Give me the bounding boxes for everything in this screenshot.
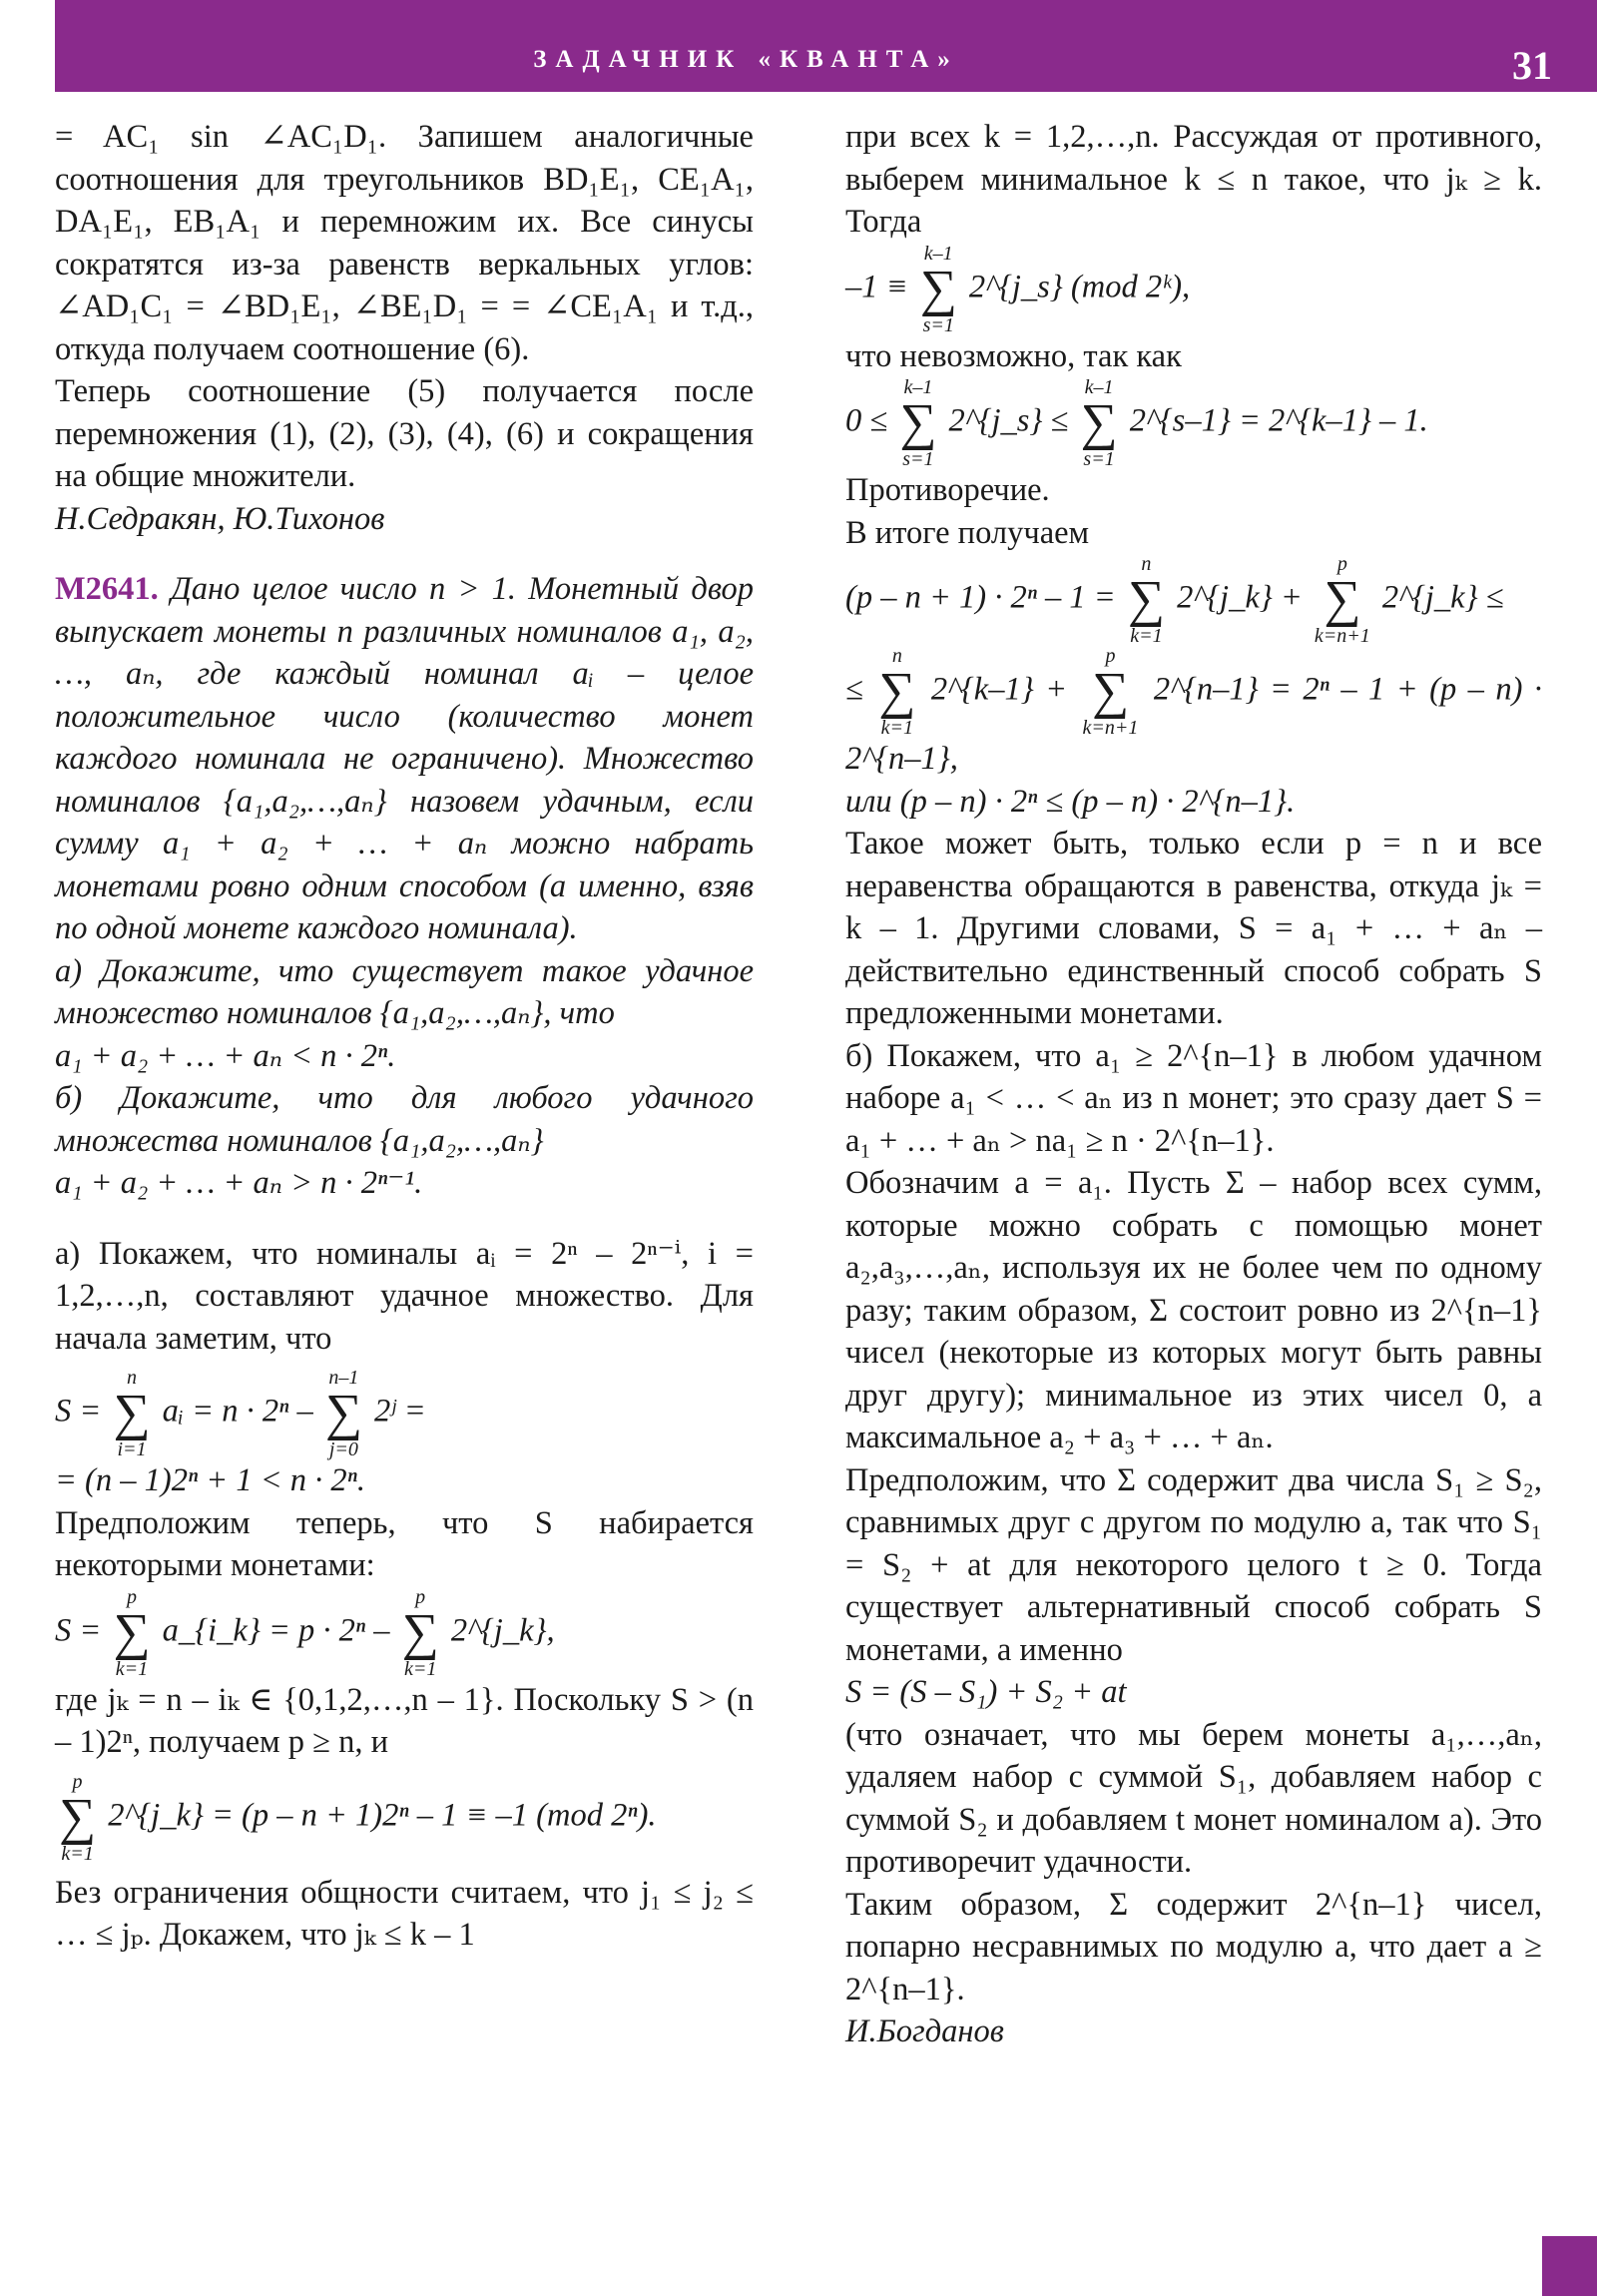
formula: [55, 1772, 754, 1864]
sum-symbol: [113, 1368, 150, 1459]
formula-part: (p – n + 1) · 2ⁿ – 1 =: [845, 579, 1116, 616]
formula: = (n – 1)2ⁿ + 1 < n · 2ⁿ.: [55, 1462, 366, 1498]
paragraph: Такое может быть, только если p = n и все неравенства обращаются в равенства, откуда jₖ = k – 1. Другими словами, S = a₁ + … + aₙ – действительно единственный способ собрать S предложенными монетами.: [845, 826, 1542, 1031]
sum-lower: k=1: [61, 1842, 94, 1865]
sum-upper: p: [1336, 553, 1347, 575]
sigma: ∑: [1127, 571, 1165, 628]
formula-part: 2^{j_k} +: [1177, 579, 1303, 616]
sum-lower: s=1: [1083, 448, 1115, 470]
formula: a₁ + a₂ + … + aₙ < n · 2ⁿ.: [55, 1037, 396, 1074]
sum-upper: n: [891, 645, 902, 667]
sum-upper: p: [1105, 645, 1116, 667]
author-signature: И.Богданов: [845, 2013, 1004, 2049]
sum-symbol: [1083, 646, 1139, 738]
formula-part: S =: [55, 1611, 102, 1648]
paragraph: = AC₁ sin ∠AC₁D₁. Запишем аналогичные соотношения для треугольников BD₁E₁, CE₁A₁, DA₁E₁, EB₁A₁ и перемножим их. Все синусы сократятся из-за равенств веркальных углов: ∠AD₁C₁ = ∠BD₁E₁, ∠BE₁D₁ = = ∠CE₁A₁ и т.д., откуда получаем соотношение (6).: [55, 119, 754, 367]
formula: [845, 554, 1542, 646]
formula: [845, 646, 1542, 781]
sum-lower: s=1: [922, 313, 954, 336]
solution-paragraph: Без ограничения общности считаем, что j₁ ≤ j₂ ≤ … ≤ jₚ. Докажем, что jₖ ≤ k – 1: [55, 1874, 754, 1953]
problem-intro: Дано целое число n > 1. Монетный двор выпускает монеты n различных номиналов a₁, a₂, …, aₙ, где каждый номинал aᵢ – целое положительное число (количество монет каждого номинала не ограничено). Множество номиналов {a₁,a₂,…,aₙ} назовем удачным, если сумму a₁ + a₂ + … + aₙ можно набрать монетами ровно одним способом (а именно, взяв по одной монете каждого номинала).: [55, 571, 754, 946]
left-column: [55, 116, 754, 1957]
sigma: ∑: [324, 1385, 362, 1441]
paragraph: (что означает, что мы берем монеты a₁,…,aₙ, удаляем набор с суммой S₁, добавляем набор с суммой S₂ и добавляем t монет номиналом a). Это противоречит удачности.: [845, 1716, 1542, 1880]
author-signature: Н.Седракян, Ю.Тихонов: [55, 500, 385, 537]
sigma: ∑: [113, 1603, 151, 1661]
sum-symbol: [878, 646, 915, 738]
sum-upper: p: [126, 1585, 137, 1608]
paragraph: Предположим, что Σ содержит два числа S₁ ≥ S₂, сравнимых друг с другом по модулю a, так что S₁ = S₂ + at для некоторого целого t ≥ 0. Тогда существует альтернативный способ собрать S монетами, а именно: [845, 1461, 1542, 1668]
sum-symbol: [1081, 377, 1118, 469]
formula-part: 2^{j_k} ≤: [1381, 579, 1504, 616]
sigma: ∑: [878, 663, 916, 720]
formula-part: 2^{j_k},: [450, 1611, 555, 1648]
formula-part: aᵢ = n · 2ⁿ –: [162, 1393, 313, 1430]
sum-symbol: [325, 1368, 362, 1459]
sum-symbol: [59, 1772, 96, 1864]
paragraph: Противоречие.: [845, 472, 1050, 508]
sigma: ∑: [1080, 394, 1118, 451]
formula: или (p – n) · 2ⁿ ≤ (p – n) · 2^{n–1}.: [845, 783, 1296, 820]
formula-part: 2^{n–1} = 2ⁿ – 1 + (p – n) · 2^{n–1},: [845, 671, 1543, 777]
sum-lower: k=n+1: [1082, 717, 1139, 739]
paragraph: Теперь соотношение (5) получается после перемножения (1), (2), (3), (4), (6) и сокращения на общие множители.: [55, 373, 754, 494]
sum-upper: k–1: [1084, 376, 1114, 398]
sum-symbol: [1128, 554, 1165, 646]
sum-upper: k–1: [903, 376, 933, 398]
formula: [845, 244, 1542, 335]
formula-part: 2^{k–1} +: [930, 671, 1068, 708]
right-column: [845, 116, 1542, 2053]
problem-statement: [55, 568, 754, 950]
sum-upper: k–1: [923, 242, 953, 265]
solution-paragraph: где jₖ = n – iₖ ∈ {0,1,2,…,n – 1}. Поскольку S > (n – 1)2ⁿ, получаем p ≥ n, и: [55, 1681, 754, 1760]
paragraph: при всех k = 1,2,…,n. Рассуждая от противного, выберем минимальное k ≤ n такое, что jₖ ≥ k. Тогда: [845, 119, 1542, 240]
sum-upper: p: [72, 1770, 83, 1793]
sum-symbol: [899, 377, 936, 469]
formula-part: 2^{s–1} = 2^{k–1} – 1.: [1129, 402, 1428, 439]
corner-accent: [1542, 2236, 1597, 2296]
problem-part-a: а) Докажите, что существует такое удачное множество номиналов {a₁,a₂,…,aₙ}, что: [55, 952, 754, 1031]
paragraph: б) Покажем, что a₁ ≥ 2^{n–1} в любом удачном наборе a₁ < … < aₙ из n монет; это сразу дает S = a₁ + … + aₙ > na₁ ≥ n · 2^{n–1}.: [845, 1037, 1542, 1159]
formula-part: 2^{j_k} = (p – n + 1)2ⁿ – 1 ≡ –1 (mod 2ⁿ).: [108, 1796, 657, 1833]
formula-part: a_{i_k} = p · 2ⁿ –: [162, 1611, 390, 1648]
sum-upper: n: [126, 1367, 137, 1389]
formula-part: S =: [55, 1393, 102, 1430]
solution-paragraph: Предположим теперь, что S набирается некоторыми монетами:: [55, 1504, 754, 1583]
formula-part: 2ʲ =: [374, 1393, 426, 1430]
sigma: ∑: [1091, 663, 1130, 720]
problem-id: M2641.: [55, 571, 159, 607]
formula: [55, 1587, 754, 1679]
solution-paragraph: а) Покажем, что номиналы aᵢ = 2ⁿ – 2ⁿ⁻ⁱ, i = 1,2,…,n, составляют удачное множество. Для начала заметим, что: [55, 1235, 754, 1357]
sum-symbol: [402, 1587, 439, 1679]
sigma: ∑: [113, 1385, 151, 1441]
page-number: 31: [1512, 43, 1552, 88]
paragraph: В итоге получаем: [845, 514, 1090, 551]
paragraph: Обозначим a = a₁. Пусть Σ – набор всех сумм, которые можно собрать с помощью монет a₂,a₃,…,aₙ, используя их не более чем по одному разу; таким образом, Σ состоит ровно из 2^{n–1} чисел (некоторые из которых могут быть равны друг другу); минимальное из этих чисел 0, а максимальное a₂ + a₃ + … + aₙ.: [845, 1165, 1542, 1455]
formula-part: –1 ≡: [845, 268, 908, 304]
sum-upper: p: [415, 1585, 426, 1608]
formula-part: 2^{j_s} ≤: [948, 402, 1069, 439]
formula: [55, 1368, 754, 1459]
formula: a₁ + a₂ + … + aₙ > n · 2ⁿ⁻¹.: [55, 1165, 423, 1201]
sigma: ∑: [1324, 571, 1361, 628]
sum-lower: i=1: [117, 1438, 147, 1460]
sum-symbol: [920, 244, 957, 335]
sum-lower: k=1: [403, 1657, 437, 1680]
sum-lower: k=1: [1130, 625, 1163, 647]
formula-part: 2^{j_s} (mod 2ᵏ),: [968, 268, 1191, 304]
sum-lower: k=1: [880, 717, 914, 739]
formula-part: 0 ≤: [845, 402, 888, 439]
sigma: ∑: [919, 260, 957, 317]
paragraph: Таким образом, Σ содержит 2^{n–1} чисел, попарно несравнимых по модулю a, что дает a ≥ 2^{n–1}.: [845, 1886, 1542, 2008]
sum-upper: n: [1141, 553, 1152, 575]
sigma: ∑: [401, 1603, 439, 1661]
formula: [845, 377, 1542, 469]
header-bar: [55, 0, 1597, 92]
sigma: ∑: [59, 1788, 97, 1846]
journal-section-title: ЗАДАЧНИК «КВАНТА»: [533, 46, 959, 73]
sigma: ∑: [899, 394, 937, 451]
sum-lower: j=0: [328, 1438, 358, 1460]
sum-symbol: [1315, 554, 1370, 646]
sum-lower: k=1: [115, 1657, 149, 1680]
sum-upper: n–1: [328, 1367, 359, 1389]
sum-symbol: [113, 1587, 150, 1679]
paragraph: что невозможно, так как: [845, 337, 1182, 374]
sum-lower: k=n+1: [1314, 625, 1370, 647]
problem-part-b: б) Докажите, что для любого удачного множества номиналов {a₁,a₂,…,aₙ}: [55, 1080, 754, 1159]
formula-part: ≤: [845, 671, 863, 708]
formula: S = (S – S₁) + S₂ + at: [845, 1674, 1127, 1710]
sum-lower: s=1: [902, 448, 934, 470]
